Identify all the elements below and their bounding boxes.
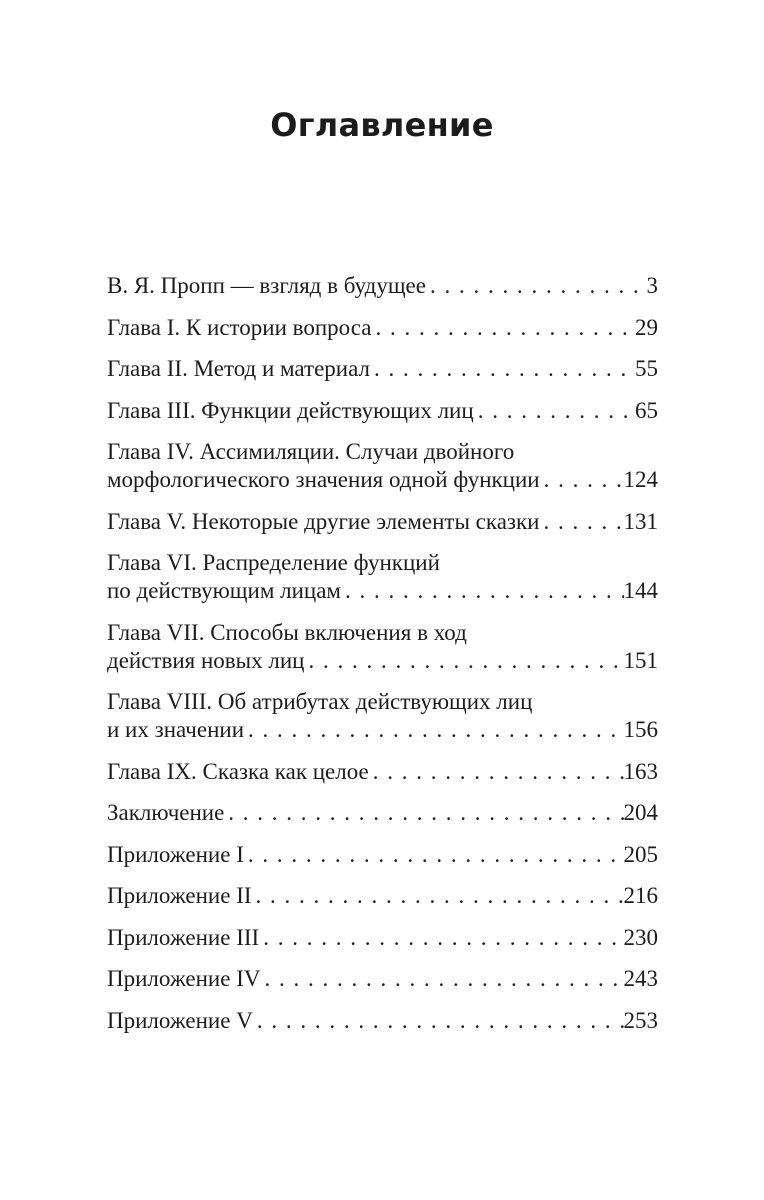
- toc-entry-page: 131: [623, 508, 658, 534]
- toc-entry-title: Глава V. Некоторые другие элементы сказки: [107, 508, 540, 534]
- dot-leader: [244, 716, 623, 744]
- page-title: Оглавление: [270, 106, 494, 144]
- toc-entry[interactable]: [107, 272, 658, 300]
- toc-entry-title: В. Я. Пропп — взгляд в будущее: [107, 273, 426, 298]
- toc-entry-title: Заключение: [107, 800, 225, 825]
- dot-leader: [426, 272, 647, 300]
- toc-entry[interactable]: [107, 397, 658, 425]
- toc-entry[interactable]: [107, 438, 658, 494]
- toc-entry-page: 151: [623, 647, 658, 673]
- toc-entry-page: 156: [623, 717, 658, 742]
- toc-entry[interactable]: [107, 841, 658, 869]
- toc-entry[interactable]: [107, 314, 658, 342]
- toc-entry-page: 204: [623, 800, 658, 825]
- toc-entry-page: 144: [623, 578, 658, 603]
- toc-entry[interactable]: [107, 965, 658, 993]
- toc-entry[interactable]: [107, 882, 658, 910]
- toc-entry[interactable]: [107, 1007, 658, 1035]
- toc-entry-title-line1: Глава IV. Ассимиляции. Случаи двойного: [107, 439, 515, 464]
- toc-entry-page: 55: [635, 356, 658, 381]
- toc-entry-page: 3: [646, 273, 658, 298]
- toc-entry-title: Глава I. К истории вопроса: [107, 314, 372, 340]
- toc-entry[interactable]: [107, 799, 658, 827]
- dot-leader: [252, 882, 624, 910]
- toc-entry-page: 124: [623, 467, 658, 492]
- toc-entry-title: Глава III. Функции действующих лиц: [107, 397, 474, 423]
- toc-entry-title-line2: по действующим лицам: [107, 578, 341, 603]
- toc-entry-page: 216: [623, 883, 658, 908]
- toc-entry[interactable]: [107, 508, 658, 536]
- toc-entry-title: Глава IX. Сказка как целое: [107, 758, 369, 784]
- toc-entry-title-line2: действия новых лиц: [107, 647, 305, 673]
- toc-entry-title: Глава II. Метод и материал: [107, 356, 371, 381]
- toc-entry-title: Приложение I: [107, 841, 244, 867]
- toc-entry-title-line2: морфологического значения одной функции: [107, 467, 540, 492]
- toc-entry-title: Приложение IV: [107, 966, 261, 991]
- dot-leader: [260, 965, 623, 993]
- dot-leader: [253, 1007, 624, 1035]
- toc-entry[interactable]: [107, 688, 658, 744]
- toc-entry-page: 230: [623, 924, 658, 950]
- dot-leader: [474, 397, 635, 425]
- toc-entry[interactable]: [107, 758, 658, 786]
- dot-leader: [224, 799, 623, 827]
- toc-entry[interactable]: [107, 924, 658, 952]
- dot-leader: [369, 758, 624, 786]
- dot-leader: [341, 577, 624, 605]
- dot-leader: [244, 841, 624, 869]
- dot-leader: [539, 508, 623, 536]
- toc-entry-page: 29: [635, 314, 658, 340]
- toc-entry-page: 163: [623, 758, 658, 784]
- toc-entry-page: 65: [635, 397, 658, 423]
- dot-leader: [540, 466, 624, 494]
- toc-entry-title: Приложение III: [107, 924, 260, 950]
- dot-leader: [304, 647, 623, 675]
- toc-entry-title: Приложение II: [107, 883, 252, 908]
- dot-leader: [370, 355, 635, 383]
- toc-entry-title: Приложение V: [107, 1007, 253, 1033]
- table-of-contents: [107, 272, 658, 1048]
- toc-entry-title-line1: Глава VI. Распределение функций: [107, 550, 440, 575]
- toc-entry-page: 243: [623, 966, 658, 991]
- toc-entry-title-line2: и их значении: [107, 717, 245, 742]
- toc-entry-page: 253: [623, 1007, 658, 1033]
- toc-entry-page: 205: [623, 841, 658, 867]
- toc-entry[interactable]: [107, 355, 658, 383]
- toc-entry-title-line1: Глава VIII. Об атрибутах действующих лиц: [107, 689, 533, 714]
- dot-leader: [259, 924, 623, 952]
- toc-entry[interactable]: [107, 619, 658, 675]
- dot-leader: [371, 314, 635, 342]
- toc-entry-title-line1: Глава VII. Способы включения в ход: [107, 619, 467, 645]
- toc-entry[interactable]: [107, 549, 658, 605]
